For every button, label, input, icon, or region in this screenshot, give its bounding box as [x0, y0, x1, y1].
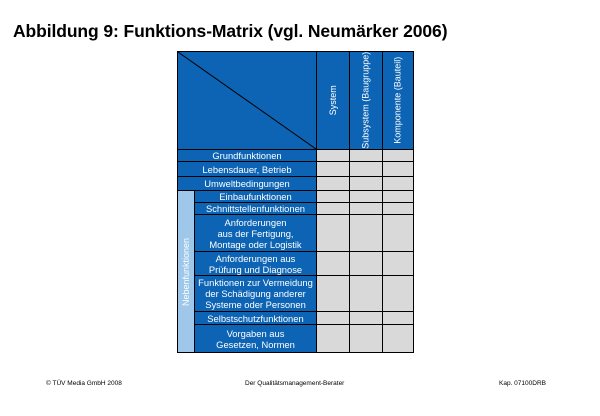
row-label: Vorgaben aus Gesetzen, Normen: [216, 327, 295, 350]
column-label: System: [327, 85, 338, 116]
row-label-selbstschutz: [194, 311, 317, 325]
matrix-cell: [382, 275, 414, 312]
side-group-label: Nebenfunktionen: [181, 237, 191, 306]
matrix-cell: [316, 275, 350, 312]
row-label-vermeidung: [194, 275, 317, 312]
footer-chapter: Kap. 07100DRB: [499, 380, 546, 387]
matrix-cell: [349, 176, 383, 191]
matrix-cell: [316, 214, 350, 252]
matrix-cell: [382, 214, 414, 252]
figure-title: Abbildung 9: Funktions-Matrix (vgl. Neumärker 2006): [13, 21, 448, 41]
row-label: Grundfunktionen: [212, 150, 282, 161]
function-matrix: [177, 51, 414, 353]
footer-book-title: Der Qualitätsmanagement-Berater: [245, 380, 345, 387]
row-label: Anforderungen aus Prüfung und Diagnose: [208, 252, 303, 275]
matrix-cell: [349, 214, 383, 252]
matrix-cell: [316, 251, 350, 276]
column-label: Subsystem (Baugruppe): [360, 51, 371, 150]
footer-copyright: © TÜV Media GmbH 2008: [46, 380, 122, 387]
matrix-cell: [382, 176, 414, 191]
row-label: Schnittstellenfunktionen: [205, 203, 306, 214]
column-header-subsystem: [349, 51, 383, 150]
row-label-umweltbedingungen: [177, 176, 317, 191]
matrix-cell: [316, 176, 350, 191]
row-label: Lebensdauer, Betrieb: [202, 163, 292, 175]
matrix-cell: [382, 251, 414, 276]
column-header-system: [316, 51, 350, 150]
column-header-komponente: [382, 51, 414, 150]
row-label-fertigung: [194, 214, 317, 252]
matrix-cell: [382, 161, 414, 177]
matrix-cell: [349, 275, 383, 312]
matrix-cell: [316, 324, 350, 353]
matrix-corner-cell: [177, 51, 317, 150]
diagonal-line: [178, 52, 316, 149]
row-label-vorgaben: [194, 324, 317, 353]
row-label: Anforderungen aus der Fertigung, Montage oder Logistik: [209, 216, 302, 250]
row-label: Funktionen zur Vermeidung der Schädigung anderer Systeme oder Personen: [198, 277, 313, 310]
matrix-cell: [349, 161, 383, 177]
row-label-pruefung: [194, 251, 317, 276]
column-label: Komponente (Bauteil): [392, 56, 403, 145]
matrix-cell: [349, 251, 383, 276]
matrix-cell: [349, 311, 383, 325]
matrix-cell: [349, 324, 383, 353]
matrix-cell: [382, 311, 414, 325]
row-label-lebensdauer: [177, 161, 317, 177]
matrix-cell: [316, 161, 350, 177]
matrix-cell: [382, 324, 414, 353]
matrix-cell: [316, 311, 350, 325]
row-label: Einbaufunktionen: [219, 191, 292, 202]
row-label: Selbstschutzfunktionen: [207, 312, 304, 324]
row-label: Umweltbedingungen: [204, 178, 290, 189]
side-group-nebenfunktionen: [177, 190, 195, 353]
